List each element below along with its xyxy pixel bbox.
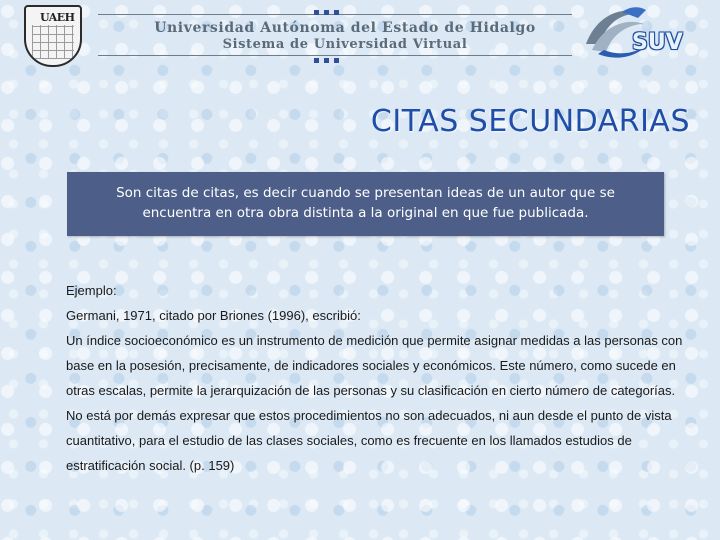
slide-title: CITAS SECUNDARIAS	[370, 104, 690, 139]
citation-line: Germani, 1971, citado por Briones (1996), escribió:	[66, 308, 361, 323]
header-bottom-dots	[314, 58, 339, 63]
crest-text: UAEH	[40, 11, 75, 24]
header-bottom-rule	[98, 55, 572, 56]
quote-text: Un índice socioeconómico es un instrumento de medición que permite asignar medidas a las personas con base en la posesión, precisamente, de indicadores sociales y económicos. Este número, como sucede en otras escalas, permite la jerarquización de las personas y su clasificación en cierto número de categorías. No está por demás expresar que estos procedimientos no son adecuados, ni aun desde el punto de vista cuantitativo, para el estudio de las clases sociales, como es frecuente en los llamados estudios de estratificación social. (p. 159)	[66, 333, 683, 473]
example-label: Ejemplo:	[66, 283, 117, 298]
example-section	[66, 278, 686, 478]
definition-text: Son citas de citas, es decir cuando se presentan ideas de un autor que se encuentra en otra obra distinta a la original en que fue publicada.	[116, 185, 615, 221]
system-name: Sistema de Universidad Virtual	[222, 37, 468, 52]
suv-logo-text: SUV	[632, 30, 683, 55]
university-name: Universidad Autónoma del Estado de Hidalgo	[154, 20, 536, 36]
definition-box	[67, 172, 664, 236]
header-top-dots	[314, 10, 339, 15]
crest-shield-icon	[32, 25, 74, 59]
uaeh-crest-logo	[24, 5, 82, 67]
header	[0, 0, 720, 70]
